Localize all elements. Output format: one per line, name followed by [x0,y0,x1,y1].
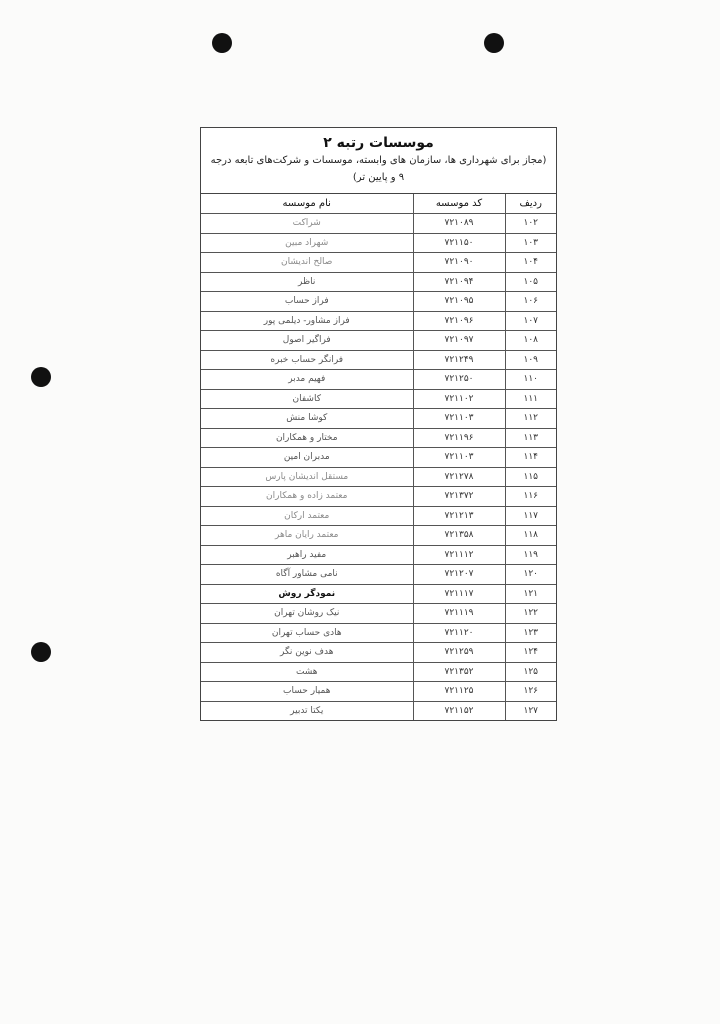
institution-code-cell: ۷۲۱۱۰۳ [413,409,505,429]
row-number-cell: ۱۰۴ [505,253,556,273]
punch-hole-icon [212,33,232,53]
table-row [201,487,556,507]
institution-name-cell: معتمد زاده و همکاران [201,487,413,507]
institution-name-cell: مفید راهبر [201,545,413,565]
table-row [201,253,556,273]
institution-name-cell: شراکت [201,214,413,234]
institution-code-cell: ۷۲۱۳۵۲ [413,662,505,682]
institution-name-cell: هادی حساب تهران [201,623,413,643]
institution-name-cell: معتمد رایان ماهر [201,526,413,546]
table-row [201,428,556,448]
table-row [201,389,556,409]
institution-name-cell: یکتا تدبیر [201,701,413,720]
institution-name-cell: فراگیر اصول [201,331,413,351]
column-header-code: کد موسسه [413,194,505,214]
institution-name-cell: هدف نوین نگر [201,643,413,663]
institution-code-cell: ۷۲۱۲۵۹ [413,643,505,663]
row-number-cell: ۱۱۴ [505,448,556,468]
institution-name-cell: هشت [201,662,413,682]
institution-name-cell: ناظر [201,272,413,292]
institutions-table [200,127,557,721]
column-header-row-number: ردیف [505,194,556,214]
table-row [201,565,556,585]
punch-hole-icon [31,642,51,662]
row-number-cell: ۱۲۶ [505,682,556,702]
table-row [201,350,556,370]
institution-name-cell: صالح اندیشان [201,253,413,273]
institution-code-cell: ۷۲۱۰۹۷ [413,331,505,351]
institution-code-cell: ۷۲۱۱۰۳ [413,448,505,468]
institution-code-cell: ۷۲۱۰۸۹ [413,214,505,234]
table-row [201,545,556,565]
institution-name-cell: شهراد مبین [201,233,413,253]
institution-code-cell: ۷۲۱۳۷۲ [413,487,505,507]
table-row [201,214,556,234]
table-row [201,623,556,643]
institution-name-cell: کاشفان [201,389,413,409]
row-number-cell: ۱۰۶ [505,292,556,312]
row-number-cell: ۱۱۵ [505,467,556,487]
institution-name-cell: همیار حساب [201,682,413,702]
row-number-cell: ۱۰۵ [505,272,556,292]
punch-hole-icon [31,367,51,387]
column-header-name: نام موسسه [201,194,413,214]
row-number-cell: ۱۱۸ [505,526,556,546]
table-row [201,311,556,331]
institution-code-cell: ۷۲۱۲۴۹ [413,350,505,370]
institution-name-cell: مستقل اندیشان پارس [201,467,413,487]
institution-code-cell: ۷۲۱۱۱۷ [413,584,505,604]
row-number-cell: ۱۰۹ [505,350,556,370]
row-number-cell: ۱۱۱ [505,389,556,409]
institution-code-cell: ۷۲۱۱۱۲ [413,545,505,565]
institution-code-cell: ۷۲۱۱۱۹ [413,604,505,624]
institution-code-cell: ۷۲۱۲۵۰ [413,370,505,390]
institution-code-cell: ۷۲۱۰۹۵ [413,292,505,312]
table-row [201,448,556,468]
table-row [201,526,556,546]
table-row [201,292,556,312]
institution-code-cell: ۷۲۱۰۹۶ [413,311,505,331]
row-number-cell: ۱۱۰ [505,370,556,390]
institution-name-cell: کوشا منش [201,409,413,429]
table-row [201,272,556,292]
table-row [201,370,556,390]
institution-name-cell: نامی مشاور آگاه [201,565,413,585]
table-row [201,409,556,429]
institution-code-cell: ۷۲۱۳۵۸ [413,526,505,546]
row-number-cell: ۱۲۵ [505,662,556,682]
institution-code-cell: ۷۲۱۰۹۰ [413,253,505,273]
punch-hole-icon [484,33,504,53]
institution-name-cell: نمودگر روش [201,584,413,604]
institution-code-cell: ۷۲۱۲۱۳ [413,506,505,526]
institution-code-cell: ۷۲۱۱۵۲ [413,701,505,720]
row-number-cell: ۱۰۳ [505,233,556,253]
table-row [201,662,556,682]
institution-code-cell: ۷۲۱۲۰۷ [413,565,505,585]
institution-name-cell: فهیم مدبر [201,370,413,390]
row-number-cell: ۱۲۱ [505,584,556,604]
table-row [201,604,556,624]
document-title: موسسات رتبه ۲ [323,135,434,151]
row-number-cell: ۱۰۷ [505,311,556,331]
table-row [201,331,556,351]
document-subtitle: (مجاز برای شهرداری ها، سازمان های وابسته، موسسات و شرکت‌های تابعه درجه ۹ و پایین تر) [210,155,547,183]
row-number-cell: ۱۲۴ [505,643,556,663]
row-number-cell: ۱۰۸ [505,331,556,351]
institution-name-cell: فرانگر حساب خبره [201,350,413,370]
row-number-cell: ۱۱۳ [505,428,556,448]
institution-code-cell: ۷۲۱۱۲۵ [413,682,505,702]
table-row [201,701,556,720]
row-number-cell: ۱۲۳ [505,623,556,643]
row-number-cell: ۱۱۲ [505,409,556,429]
institution-code-cell: ۷۲۱۱۰۲ [413,389,505,409]
table-header-block [201,128,556,194]
institution-name-cell: فراز مشاور- دیلمی پور [201,311,413,331]
row-number-cell: ۱۱۶ [505,487,556,507]
row-number-cell: ۱۰۲ [505,214,556,234]
table-row [201,506,556,526]
institution-code-cell: ۷۲۱۱۲۰ [413,623,505,643]
row-number-cell: ۱۱۹ [505,545,556,565]
row-number-cell: ۱۲۰ [505,565,556,585]
row-number-cell: ۱۱۷ [505,506,556,526]
institution-name-cell: مختار و همکاران [201,428,413,448]
institution-name-cell: معتمد ارکان [201,506,413,526]
table-row [201,584,556,604]
institution-code-cell: ۷۲۱۱۵۰ [413,233,505,253]
table-row [201,682,556,702]
institution-name-cell: نیک روشان تهران [201,604,413,624]
row-number-cell: ۱۲۲ [505,604,556,624]
table-row [201,467,556,487]
column-header-row [201,194,556,214]
data-grid [201,194,556,720]
institution-code-cell: ۷۲۱۲۷۸ [413,467,505,487]
institution-code-cell: ۷۲۱۰۹۴ [413,272,505,292]
table-row [201,643,556,663]
institution-code-cell: ۷۲۱۱۹۶ [413,428,505,448]
institution-name-cell: فراز حساب [201,292,413,312]
institution-name-cell: مدبران امین [201,448,413,468]
row-number-cell: ۱۲۷ [505,701,556,720]
table-body [201,214,556,721]
table-row [201,233,556,253]
